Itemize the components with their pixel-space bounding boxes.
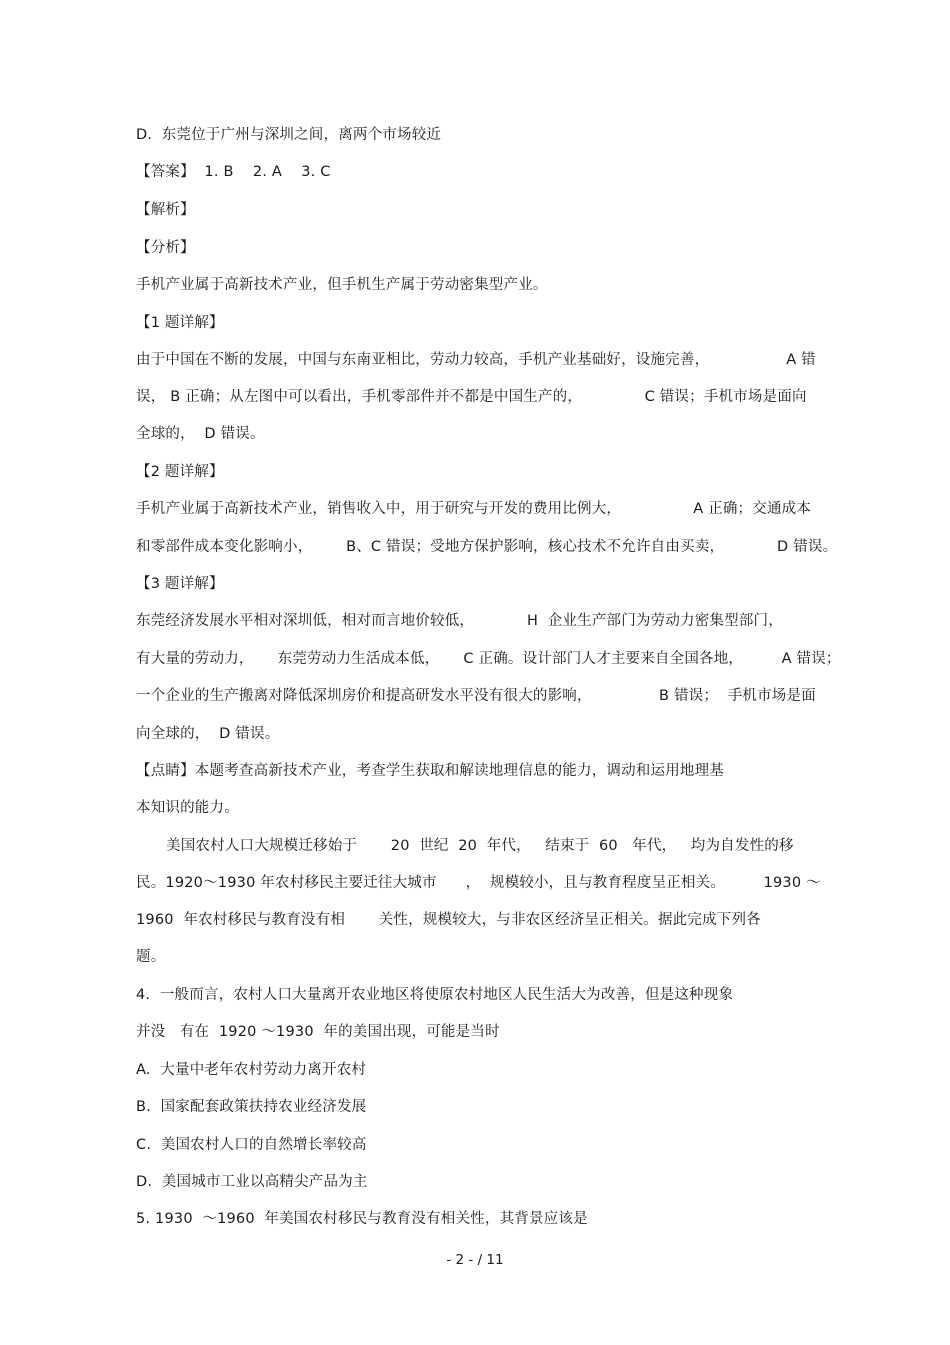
fenxi-text: 手机产业属于高新技术产业，但手机生产属于劳动密集型产业。 [136, 277, 548, 293]
passage-line-4: 题。 [136, 949, 166, 965]
q2-detail-line-2: 和零部件成本变化影响小， B、C 错误；受地方保护影响，核心技术不允许自由买卖， D 错误。 [136, 539, 838, 555]
passage-line-1: 美国农村人口大规模迁移始于 20 世纪 20 年代， 结束于 60 年代， 均为自发性的移 [166, 838, 794, 854]
q1-detail-line-3: 全球的， D 错误。 [136, 426, 265, 442]
question-4-option-a: A. 大量中老年农村劳动力离开农村 [136, 1062, 367, 1078]
analysis-heading: 【解析】 [136, 202, 195, 218]
question-4-option-d: D. 美国城市工业以高精尖产品为主 [136, 1174, 368, 1190]
answer-line: 【答案】 1. B 2. A 3. C [136, 164, 331, 180]
q2-detail-heading: 【2 题详解】 [136, 464, 224, 480]
passage-line-2: 民。1920～1930 年农村移民主要迁往大城市 ， 规模较小，且与教育程度呈正相关。 1930 ～ [136, 875, 821, 891]
q1-detail-line-1: 由于中国在不断的发展，中国与东南亚相比，劳动力较高，手机产业基础好，设施完善， A 错 [136, 352, 816, 368]
q2-detail-line-1: 手机产业属于高新技术产业，销售收入中，用于研究与开发的费用比例大， A 正确；交通成本 [136, 501, 812, 517]
passage-line-3: 1960 年农村移民与教育没有相 关性，规模较大，与非农区经济呈正相关。据此完成下列各 [136, 912, 761, 928]
q1-detail-heading: 【1 题详解】 [136, 315, 224, 331]
q3-detail-line-2: 有大量的劳动力， 东莞劳动力生活成本低， C 正确。设计部门人才主要来自全国各地， A 错误； [136, 651, 841, 667]
question-4-line-1: 4. 一般而言，农村人口大量离开农业地区将使原农村地区人民生活大为改善，但是这种现象 [136, 987, 734, 1003]
dianjing-line-2: 本知识的能力。 [136, 800, 239, 816]
question-4-option-b: B. 国家配套政策扶持农业经济发展 [136, 1099, 367, 1115]
q1-detail-line-2: 误， B 正确；从左图中可以看出，手机零部件并不都是中国生产的， C 错误；手机市场是面向 [136, 389, 807, 405]
question-4-option-c: C. 美国农村人口的自然增长率较高 [136, 1137, 367, 1153]
dianjing-line-1: 【点睛】本题考查高新技术产业，考查学生获取和解读地理信息的能力，调动和运用地理基 [136, 763, 724, 779]
q3-detail-line-4: 向全球的， D 错误。 [136, 726, 280, 742]
q3-detail-heading: 【3 题详解】 [136, 576, 224, 592]
q3-detail-line-1: 东莞经济发展水平相对深圳低，相对而言地价较低， H 企业生产部门为劳动力密集型部门， [136, 613, 783, 629]
fenxi-heading: 【分析】 [136, 240, 195, 256]
question-5-line-1: 5. 1930 ～1960 年美国农村移民与教育没有相关性，其背景应该是 [136, 1211, 588, 1227]
page-number: - 2 - / 11 [446, 1252, 504, 1268]
question-4-line-2: 并没 有在 1920 ～1930 年的美国出现，可能是当时 [136, 1024, 500, 1040]
q3-detail-line-3: 一个企业的生产搬离对降低深圳房价和提高研发水平没有很大的影响， B 错误； 手机市场是面 [136, 688, 816, 704]
option-d-text: D. 东莞位于广州与深圳之间，离两个市场较近 [136, 127, 442, 143]
